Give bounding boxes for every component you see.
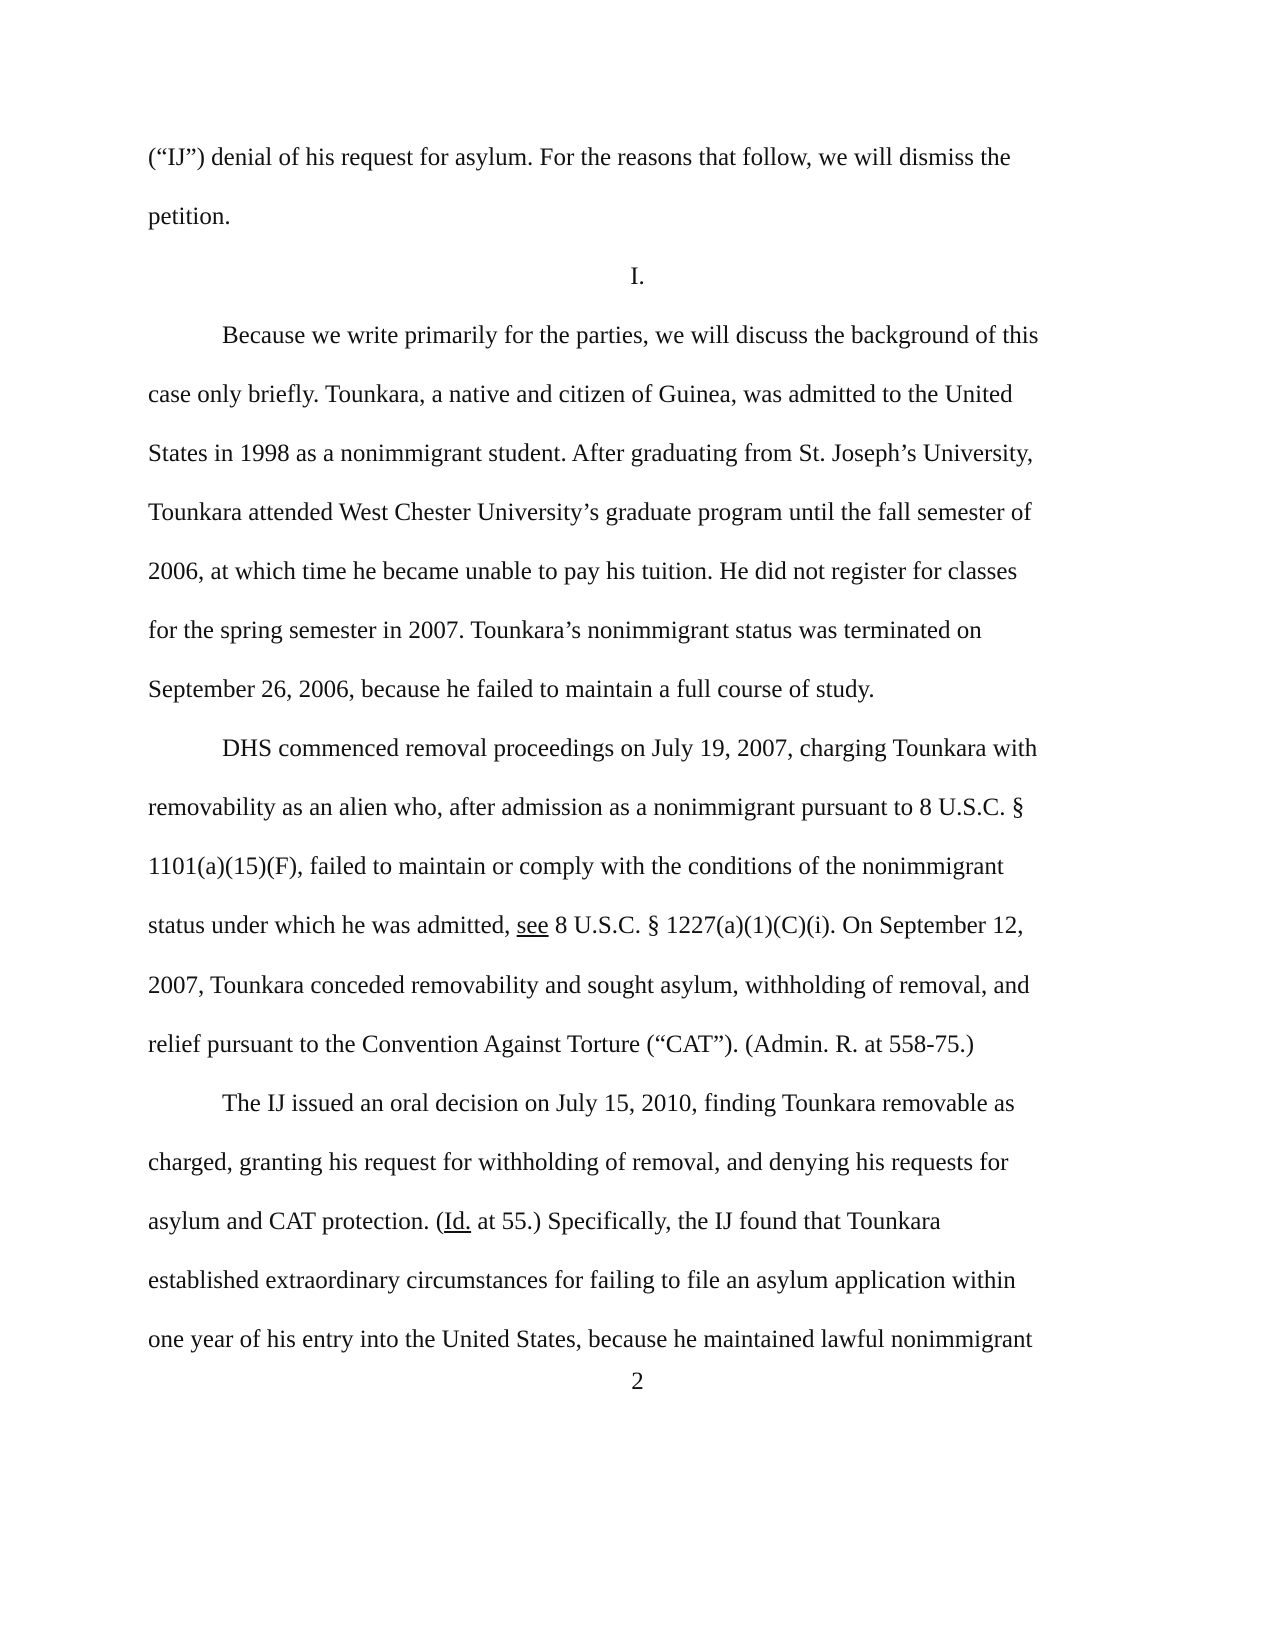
text-line: charged, granting his request for withholding of removal, and denying his requests for [148, 1149, 1009, 1176]
text-line: Tounkara attended West Chester University’s graduate program until the fall semester of [148, 499, 1032, 526]
text-line: (“IJ”) denial of his request for asylum. For the reasons that follow, we will dismiss the [148, 144, 1011, 171]
text-span: 8 U.S.C. § 1227(a)(1)(C)(i). On September 12, [548, 912, 1024, 939]
text-span: status under which he was admitted, [148, 912, 517, 939]
text-line: States in 1998 as a nonimmigrant student. After graduating from St. Joseph’s University, [148, 440, 1034, 467]
text-line: one year of his entry into the United States, because he maintained lawful nonimmigrant [148, 1326, 1033, 1353]
text-line: DHS commenced removal proceedings on July 19, 2007, charging Tounkara with [222, 735, 1038, 762]
text-line: removability as an alien who, after admission as a nonimmigrant pursuant to 8 U.S.C. § [148, 794, 1025, 821]
text-line: relief pursuant to the Convention Against Torture (“CAT”). (Admin. R. at 558-75.) [148, 1031, 975, 1058]
text-line: The IJ issued an oral decision on July 15, 2010, finding Tounkara removable as [222, 1090, 1015, 1117]
text-line: Because we write primarily for the parties, we will discuss the background of this [222, 322, 1039, 349]
section-heading: I. [630, 263, 645, 290]
text-line: 2007, Tounkara conceded removability and sought asylum, withholding of removal, and [148, 972, 1030, 999]
citation-id: Id. [444, 1208, 472, 1235]
text-line [148, 1207, 1128, 1237]
text-line [148, 911, 1128, 941]
text-line: established extraordinary circumstances for failing to file an asylum application within [148, 1267, 1016, 1294]
text-line: September 26, 2006, because he failed to maintain a full course of study. [148, 676, 875, 703]
text-span: asylum and CAT protection. ( [148, 1208, 445, 1235]
text-line: 1101(a)(15)(F), failed to maintain or comply with the conditions of the nonimmigrant [148, 853, 1004, 880]
citation-signal-see: see [516, 912, 549, 939]
text-line: for the spring semester in 2007. Tounkara’s nonimmigrant status was terminated on [148, 617, 982, 644]
text-line: case only briefly. Tounkara, a native and citizen of Guinea, was admitted to the United [148, 381, 1013, 408]
page-number: 2 [631, 1368, 644, 1395]
text-span: at 55.) Specifically, the IJ found that Tounkara [471, 1208, 941, 1235]
text-line: petition. [148, 203, 231, 230]
text-line: 2006, at which time he became unable to pay his tuition. He did not register for classes [148, 558, 1018, 585]
